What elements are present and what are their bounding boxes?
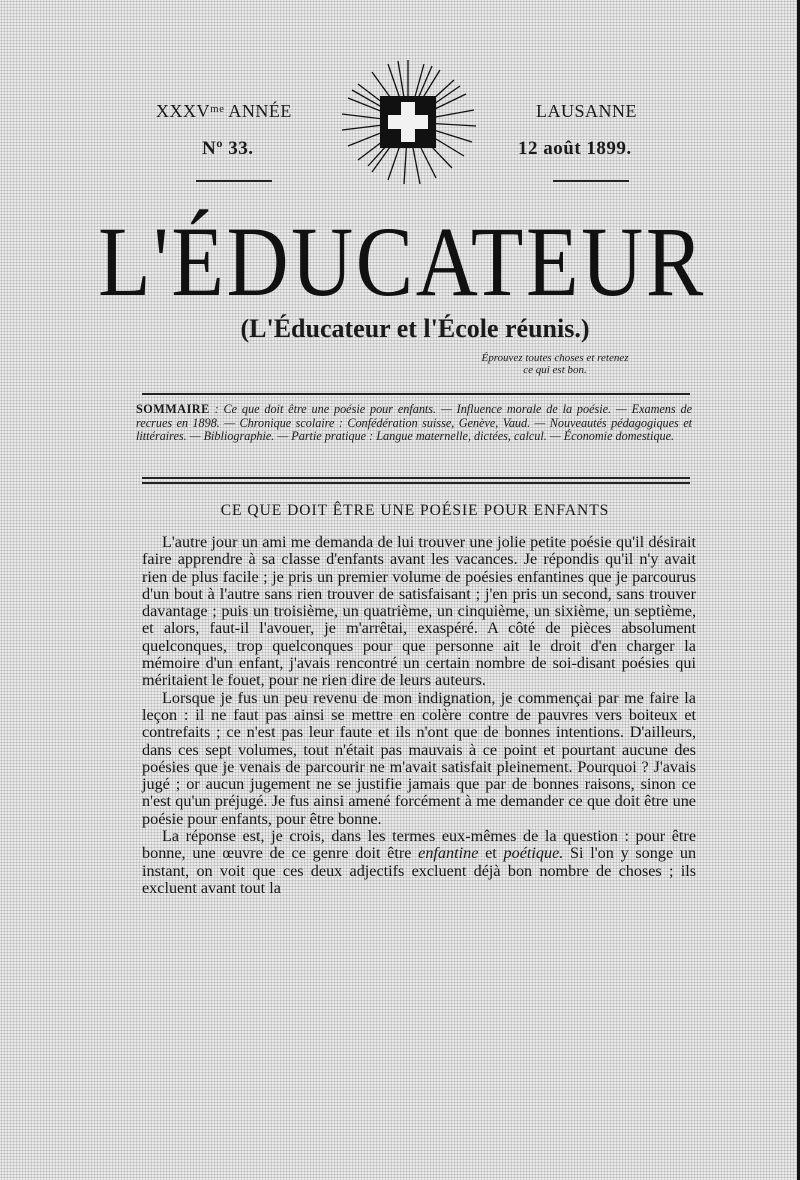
header-city: LAUSANNE [536, 101, 637, 121]
separator-rule-top [142, 477, 690, 479]
article-paragraph-3 [142, 828, 696, 897]
motto-line-2: ce qui est bon. [523, 364, 587, 376]
summary-label: SOMMAIRE [136, 402, 210, 416]
summary-text: : Ce que doit être une poésie pour enfants. — Influence morale de la poésie. — Examens de recrues en 1898. — Chronique scolaire : Confédération suisse, Genève, Vaud. — Nouveautés pédagogiques et littéraires. — Bibliographie. — Partie pratique : Langue maternelle, dictées, calcul. — Économie domestique. [136, 402, 692, 444]
swiss-cross-sunburst-icon [340, 60, 476, 184]
article-title: CE QUE DOIT ÊTRE UNE POÉSIE POUR ENFANTS [220, 502, 610, 519]
article-paragraph-1: L'autre jour un ami me demanda de lui trouver une jolie petite poésie qu'il désirait faire apprendre à sa classe d'enfants avant les vacances. Je répondis qu'il n'y avait rien de plus facile ; je pris un premier volume de poésies enfantines que je parcourus d'un bout à l'autre sans rien trouver de satisfaisant ; j'en pris un second, sans trouver davantage ; puis un troisième, un quatrième, un cinquième, un sixième, un septième, et alors, faut-il l'avouer, je m'arrêtai, exaspéré. A côté de pièces absolument quelconques, trop quelconques pour que personne ait le droit d'en charger la mémoire d'un enfant, j'avais rencontré un certain nombre de soi-disant poésies qui méritaient le fouet, pour ne rien dire de leurs auteurs. [142, 533, 696, 690]
paragraph-3-conjunction: et [485, 844, 497, 863]
motto-line-1: Éprouvez toutes choses et retenez [481, 352, 629, 364]
header-date: 12 août 1899. [518, 138, 632, 159]
header-issue-number: Nº 33. [202, 138, 254, 159]
emphasis-poetique: poétique. [503, 844, 564, 863]
header-right-rule [553, 180, 629, 182]
motto [430, 352, 680, 376]
emphasis-enfantine: enfantine [418, 844, 479, 863]
paragraph-3-end: Si l'on y songe un instant, on voit que ces deux adjectifs excluent déjà bon nombre de choses ; ils excluent avant tout la [142, 844, 697, 897]
paragraph-3-start: La réponse est, je crois, dans les termes eux-mêmes de la question : pour être bonne, une œuvre de ce genre doit être [142, 827, 696, 863]
header-year: XXXVᵐᵉ ANNÉE [156, 101, 292, 121]
header-left-rule [196, 180, 272, 182]
article-body [142, 534, 696, 897]
article-paragraph-2: Lorsque je fus un peu revenu de mon indignation, je commençai par me faire la leçon : il ne faut pas ainsi se mettre en colère contre de pauvres vers boiteux et contrefaits ; ce n'est pas leur faute et ils n'ont que de bonnes intentions. D'ailleurs, dans ces sept volumes, tout n'était pas mauvais à ce point et pourtant aucune des poésies que je venais de parcourir ne m'avait satisfait pleinement. Pourquoi ? J'avais jugé ; or aucun jugement ne se justifie jamais que par de bonnes raisons, sinon ce n'est qu'un préjugé. Je fus ainsi amené forcément à me demander ce que doit être une poésie pour enfants, pour être bonne. [142, 688, 696, 828]
newspaper-title: L'ÉDUCATEUR [98, 206, 706, 317]
summary-top-rule [142, 393, 690, 395]
summary [136, 403, 692, 444]
separator-rule-bottom [142, 482, 690, 484]
newspaper-subtitle: (L'Éducateur et l'École réunis.) [240, 314, 590, 343]
